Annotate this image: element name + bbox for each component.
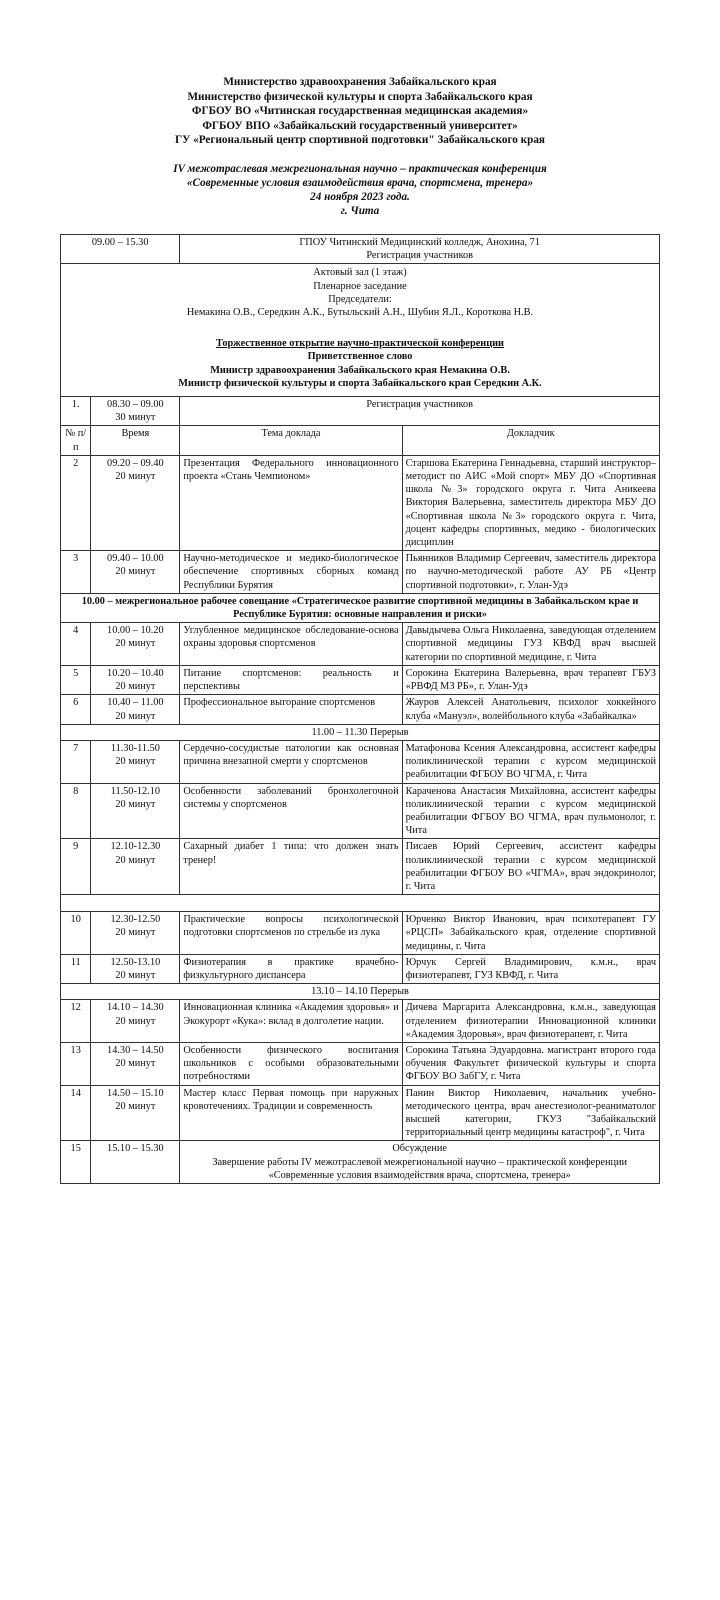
duration: 20 минут: [115, 710, 156, 722]
speaker-cell: Сорокина Екатерина Валерьевна, врач терапевт ГБУЗ «РВФД МЗ РБ», г. Улан-Удэ: [402, 665, 659, 694]
speaker-cell: Матафонова Ксения Александровна, ассистент кафедры поликлинической терапии с курсом медицинской реабилитации ФГБОУ ВО ЧГМА, г. Чита: [402, 740, 659, 783]
time-range: 12.30-12.50: [110, 914, 161, 926]
row-num: 12: [61, 1000, 91, 1043]
time-range: 09.20 – 09.40: [107, 457, 164, 469]
row-time: 15.10 – 15.30: [91, 1141, 180, 1184]
break-row-text: 11.00 – 11.30 Перерыв: [61, 724, 660, 740]
row-num: 1.: [61, 397, 91, 426]
row-num: 11: [61, 954, 91, 983]
registration-place: [180, 235, 660, 264]
topic-cell: Питание спортсменов: реальность и перспективы: [180, 665, 402, 694]
speaker-cell: Сорокина Татьяна Эдуардовна. магистрант второго года обучения Факультет физической культуры и спорта ФГБОУ ВО ЗабГУ, г. Чита: [402, 1042, 659, 1085]
duration: 30 минут: [115, 412, 156, 424]
time-range: 14.30 – 14.50: [107, 1044, 164, 1056]
row-time: [91, 1042, 180, 1085]
row-time: [91, 695, 180, 724]
col-topic: Тема доклада: [180, 426, 402, 455]
speaker-cell: Панин Виктор Николаевич, начальник учебно-методического центра, врач анестезиолог-реаниматолог высшей категории, ГКУЗ "Забайкальский территориальный центр медицины катастроф", г. Чита: [402, 1085, 659, 1141]
topic-cell: Презентация Федерального инновационного проекта «Стань Чемпионом»: [180, 455, 402, 550]
row-num: 15: [61, 1141, 91, 1184]
row-num: 7: [61, 740, 91, 783]
speaker-cell: Старшова Екатерина Геннадьевна, старший инструктор–методист по АИС «Мой спорт» МБУ ДО «Спортивная школа №3» городского округа г. Чита Аникеева Виктория Валерьевна, заместитель директора МБУ ДО «Спортивная школа №3» городского округа г. Чита, доцент кафедры спортивных, медико - биологических дисциплин: [402, 455, 659, 550]
duration: 20 минут: [115, 1058, 156, 1070]
topic-cell: Сахарный диабет 1 типа: что должен знать тренер!: [180, 839, 402, 895]
discussion: Обсуждение: [392, 1143, 447, 1155]
topic-cell: Сердечно-сосудистые патологии как основная причина внезапной смерти у спортсменов: [180, 740, 402, 783]
topic-cell: Углубленное медицинское обследование-основа охраны здоровья спортсменов: [180, 623, 402, 666]
table-row: [61, 455, 660, 550]
time-range: 14.10 – 14.30: [107, 1002, 164, 1014]
row-time: [91, 954, 180, 983]
row-num: 8: [61, 783, 91, 839]
plenary-row: [61, 264, 660, 397]
minister-2: Министр физической культуры и спорта Забайкальского края Середкин А.К.: [178, 377, 542, 389]
time-range: 12.10-12.30: [110, 841, 161, 853]
duration: 20 минут: [115, 1100, 156, 1112]
chairs-label: Председатели:: [328, 293, 392, 305]
row-num: 2: [61, 455, 91, 550]
break-row: [61, 984, 660, 1000]
section-row: [61, 593, 660, 622]
table-row: [61, 623, 660, 666]
topic-cell: Профессиональное выгорание спортсменов: [180, 695, 402, 724]
section-row-text: 10.00 – межрегиональное рабочее совещание «Стратегическое развитие спортивной медицины в Забайкальском крае и Республике Бурятия: основные направления и риски»: [61, 593, 660, 622]
row-time: [91, 912, 180, 955]
plenary-cell: [61, 264, 660, 397]
org-line: ФГБОУ ВПО «Забайкальский государственный университет»: [202, 119, 518, 132]
time-range: 09.40 – 10.00: [107, 553, 164, 565]
row-num: 10: [61, 912, 91, 955]
org-line: ФГБОУ ВО «Читинская государственная медицинская академия»: [191, 105, 529, 117]
opening: Торжественное открытие научно-практической конференции: [215, 338, 504, 350]
row-time: [91, 455, 180, 550]
row-num: 6: [61, 695, 91, 724]
table-row: [61, 954, 660, 983]
row-num: 13: [61, 1042, 91, 1085]
speaker-cell: Караченова Анастасия Михайловна, ассистент кафедры поликлинической терапии с курсом медицинской реабилитации ФГБОУ ВО ЧГМА, врач пульмонолог, г. Чита: [402, 783, 659, 839]
table-row: [61, 1000, 660, 1043]
time-range: 11.50-12.10: [110, 785, 161, 797]
duration: 20 минут: [115, 969, 156, 981]
row-time: [91, 623, 180, 666]
table-row: [61, 740, 660, 783]
registration-row: [61, 235, 660, 264]
duration: 20 минут: [115, 566, 156, 578]
table-row: [61, 695, 660, 724]
time-range: 10.20 – 10.40: [107, 667, 164, 679]
col-num: № п/п: [61, 426, 91, 455]
time-range: 08.30 – 09.00: [107, 399, 164, 411]
topic-cell: Инновационная клиника «Академия здоровья» и Экокурорт «Кука»: вклад в долголетие нации.: [180, 1000, 402, 1043]
closing-cell: [180, 1141, 660, 1184]
row-text: Регистрация участников: [180, 397, 660, 426]
greeting: Приветственное слово: [307, 351, 413, 363]
registration-label: Регистрация участников: [366, 250, 473, 262]
table-row: [61, 665, 660, 694]
duration: 20 минут: [115, 471, 156, 483]
org-line: Министерство здравоохранения Забайкальского края: [223, 76, 497, 88]
row-num: 5: [61, 665, 91, 694]
column-header-row: [61, 426, 660, 455]
table-row: [61, 912, 660, 955]
duration: 20 минут: [115, 638, 156, 650]
conference-theme: «Современные условия взаимодействия врача, спортсмена, тренера»: [186, 177, 534, 189]
spacer: [61, 895, 660, 912]
col-speaker: Докладчик: [402, 426, 659, 455]
closing-theme: «Современные условия взаимодействия врача, спортсмена, тренера»: [268, 1169, 571, 1181]
table-row: [61, 551, 660, 594]
duration: 20 минут: [115, 1015, 156, 1027]
conference-title: [0, 162, 720, 218]
table-row: [61, 397, 660, 426]
table-row: [61, 839, 660, 895]
duration: 20 минут: [115, 756, 156, 768]
time-range: 11.30-11.50: [110, 742, 160, 754]
row-time: [91, 1085, 180, 1141]
closing-text: Завершение работы IV межотраслевой межрегиональной научно – практической конференции: [212, 1156, 627, 1168]
row-num: 9: [61, 839, 91, 895]
topic-cell: Мастер класс Первая помощь при наружных кровотечениях. Традиции и современность: [180, 1085, 402, 1141]
row-time: [91, 665, 180, 694]
closing-row: [61, 1141, 660, 1184]
time-range: 10.40 – 11.00: [107, 697, 164, 709]
table-row: [61, 783, 660, 839]
row-num: 3: [61, 551, 91, 594]
time-range: 10.00 – 10.20: [107, 625, 164, 637]
table-row: [61, 1085, 660, 1141]
speaker-cell: Юрченко Виктор Иванович, врач психотерапевт ГУ «РЦСП» Забайкальского края, отделение спортивной медицины, г. Чита: [402, 912, 659, 955]
row-time: [91, 740, 180, 783]
organizers-header: [0, 75, 720, 148]
topic-cell: Физиотерапия в практике врачебно-физкультурного диспансера: [180, 954, 402, 983]
row-time: [91, 1000, 180, 1043]
conference-city: г. Чита: [340, 205, 380, 217]
topic-cell: Научно-методическое и медико-биологическое обеспечение спортивных сборных команд Республики Бурятия: [180, 551, 402, 594]
time-range: 14.50 – 15.10: [107, 1087, 164, 1099]
topic-cell: Особенности физического воспитания школьников с особыми образовательными потребностями: [180, 1042, 402, 1085]
table-row: [61, 1042, 660, 1085]
topic-cell: Практические вопросы психологической подготовки спортсменов по стрельбе из лука: [180, 912, 402, 955]
row-time: [91, 783, 180, 839]
break-row: [61, 724, 660, 740]
duration: 20 минут: [115, 854, 156, 866]
program-table: [60, 234, 660, 1184]
minister-1: Министр здравоохранения Забайкальского края Немакина О.В.: [210, 364, 510, 376]
time-range: 12.50-13.10: [110, 956, 161, 968]
venue: ГПОУ Читинский Медицинский колледж, Анохина, 71: [299, 237, 540, 248]
registration-time: 09.00 – 15.30: [61, 235, 180, 264]
spacer-row: [61, 895, 660, 912]
session: Пленарное заседание: [313, 280, 407, 292]
row-time: [91, 551, 180, 594]
conference-name: IV межотраслевая межрегиональная научно – практическая конференция: [173, 163, 547, 175]
col-time: Время: [91, 426, 180, 455]
row-num: 4: [61, 623, 91, 666]
hall: Актовый зал (1 этаж): [313, 267, 407, 279]
break-row-text: 13.10 – 14.10 Перерыв: [61, 984, 660, 1000]
chairs: Немакина О.В., Середкин А.К., Бутыльский А.Н., Шубин Я.Л., Короткова Н.В.: [186, 307, 534, 319]
duration: 20 минут: [115, 927, 156, 939]
speaker-cell: Жауров Алексей Анатольевич, психолог хоккейного клуба «Мануэл», волейбольного клуба «Забайкалка»: [402, 695, 659, 724]
speaker-cell: Пьянников Владимир Сергеевич, заместитель директора по научно-методической работе АУ РБ «Центр спортивной подготовки», г. Улан-Удэ: [402, 551, 659, 594]
speaker-cell: Дичева Маргарита Александровна, к.м.н., заведующая отделением физиотерапии Инновационной клиники «Академия Здоровья», врач физиотерапевт, г. Чита: [402, 1000, 659, 1043]
duration: 20 минут: [115, 681, 156, 693]
org-line: ГУ «Региональный центр спортивной подготовки" Забайкальского края: [175, 134, 545, 146]
speaker-cell: Давыдычева Ольга Николаевна, заведующая отделением спортивной медицины ГУЗ КВФД врач высшей категории по спортивной медицине, г. Чита: [402, 623, 659, 666]
org-line: Министерство физической культуры и спорта Забайкальского края: [187, 90, 533, 103]
topic-cell: Особенности заболеваний бронхолегочной системы у спортсменов: [180, 783, 402, 839]
row-time: [91, 397, 180, 426]
row-num: 14: [61, 1085, 91, 1141]
duration: 20 минут: [115, 798, 156, 810]
speaker-cell: Юрчук Сергей Владимирович, к.м.н., врач физиотерапевт, ГУЗ КВФД, г. Чита: [402, 954, 659, 983]
conference-date: 24 ноября 2023 года.: [310, 191, 410, 203]
speaker-cell: Писаев Юрий Сергеевич, ассистент кафедры поликлинической терапии с курсом медицинской реабилитации ФГБОУ ВО «ЧГМА», врач эндокринолог, г. Чита: [402, 839, 659, 895]
row-time: [91, 839, 180, 895]
